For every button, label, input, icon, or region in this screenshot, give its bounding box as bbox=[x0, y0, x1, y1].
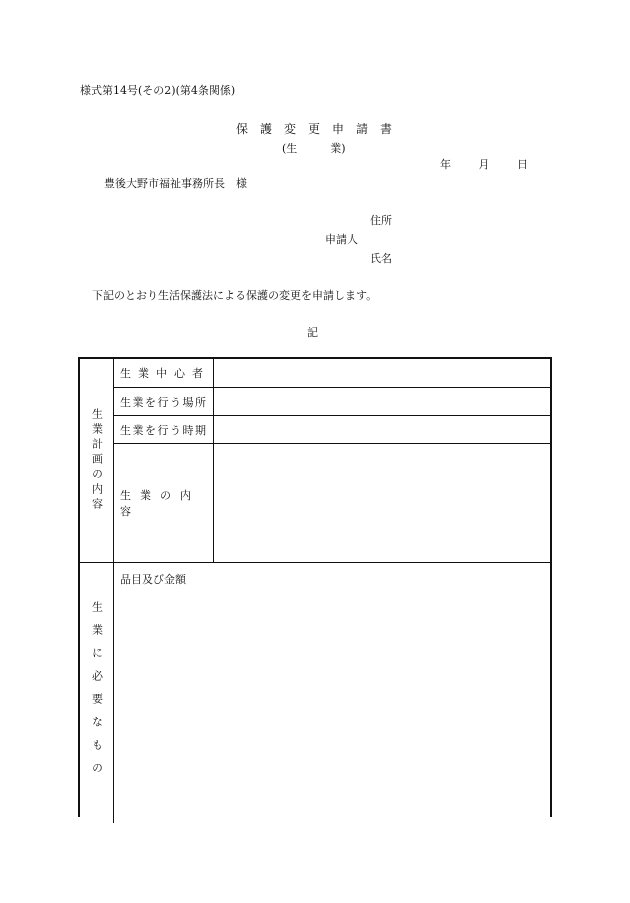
row-label bbox=[114, 359, 214, 387]
row-label bbox=[114, 444, 214, 562]
ki-heading: 記 bbox=[307, 326, 318, 339]
name-label: 氏名 bbox=[370, 252, 392, 265]
business-needs-section bbox=[80, 563, 550, 823]
table-row bbox=[114, 444, 550, 562]
business-period-label: 生業を行う時期 bbox=[120, 423, 208, 437]
business-plan-section-label bbox=[80, 359, 114, 562]
table-row bbox=[114, 359, 550, 388]
table-row bbox=[114, 416, 550, 444]
items-and-amount-field[interactable] bbox=[114, 563, 550, 823]
business-plan-label-text: 生業計画の内容 bbox=[90, 408, 104, 513]
business-needs-label-text: 生業に必要なもの bbox=[90, 601, 104, 785]
business-place-field[interactable] bbox=[214, 388, 550, 415]
business-plan-section bbox=[80, 359, 550, 563]
business-content-label: 生業の内容 bbox=[120, 489, 200, 518]
business-leader-field[interactable] bbox=[214, 359, 550, 387]
business-content-field[interactable] bbox=[214, 444, 550, 562]
business-leader-label: 生業中心者 bbox=[120, 367, 210, 380]
date-month-label: 月 bbox=[478, 158, 490, 171]
document-title: 保護変更申請書 bbox=[236, 122, 405, 136]
application-form-table bbox=[78, 357, 552, 817]
form-number: 様式第14号(その2)(第4条関係) bbox=[80, 84, 236, 97]
date-day-label: 日 bbox=[517, 158, 528, 171]
document-subtitle: (生 業) bbox=[282, 142, 346, 155]
items-and-amount-header: 品目及び金額 bbox=[120, 573, 186, 586]
recipient: 豊後大野市福祉事務所長 様 bbox=[104, 177, 247, 190]
business-needs-section-label bbox=[80, 563, 114, 823]
date-year-label: 年 bbox=[440, 158, 451, 171]
table-row bbox=[114, 388, 550, 416]
business-period-field[interactable] bbox=[214, 416, 550, 443]
date-line bbox=[440, 156, 528, 172]
business-place-label: 生業を行う場所 bbox=[120, 395, 208, 409]
row-label bbox=[114, 388, 214, 415]
address-label: 住所 bbox=[370, 214, 392, 227]
applicant-label: 申請人 bbox=[325, 233, 358, 246]
row-label bbox=[114, 416, 214, 443]
application-statement: 下記のとおり生活保護法による保護の変更を申請します。 bbox=[92, 289, 378, 302]
